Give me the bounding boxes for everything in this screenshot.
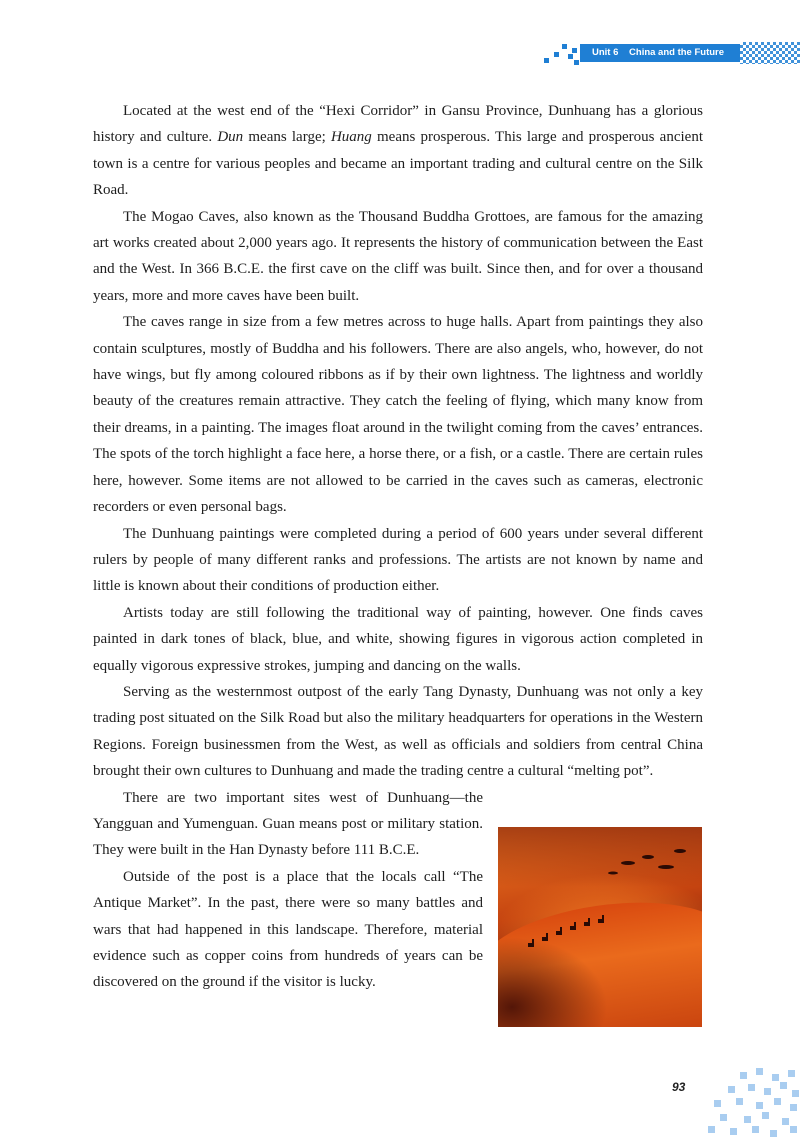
paragraph-5: Artists today are still following the traditional way of painting, however. One finds caves painted in dark tones of black, blue, and white, showing figures in vigorous action completed in equally vigorous expressive strokes, jumping and dancing on the walls. (93, 604, 703, 674)
paragraph-2: The Mogao Caves, also known as the Thousand Buddha Grottoes, are famous for the amazing art works created about 2,000 years ago. It represents the history of communication between the East and the West. In 366 B.C.E. the first cave on the cliff was built. Since then, and for over a thousand years, more and more caves have been built. (93, 208, 703, 304)
unit-title: China and the Future (629, 47, 725, 58)
header-pixel-decoration (540, 40, 580, 66)
desert-caravan-photo (498, 827, 702, 1027)
paragraph-6: Serving as the westernmost outpost of the early Tang Dynasty, Dunhuang was not only a key trading post situated on the Silk Road but also the military headquarters for operations in the Western Regions. Foreign businessmen from the West, as well as officials and soldiers from central China brought their own cultures to Dunhuang and made the trading centre a cultural “melting pot”. (93, 683, 703, 780)
paragraph-4: The Dunhuang paintings were completed during a period of 600 years under several different rulers by people of many different ranks and professions. The artists are not known by name and little is known about their conditions of production either. (93, 525, 703, 595)
paragraph-7: There are two important sites west of Dunhuang—the Yangguan and Yumenguan. Guan means post or military station. They were built in the Han Dynasty before 111 B.C.E. (93, 789, 483, 859)
camel-caravan-silhouette (498, 827, 702, 1027)
paragraph-1-text-a: Located at the west end of the “Hexi Corridor” in Gansu Province, Dunhuang has a glorious history and culture. (93, 103, 703, 146)
term-huang: Huang (330, 129, 372, 146)
paragraph-1-text-b: means large; (243, 129, 331, 146)
paragraph-1-text-c: means prosperous. This large and prosperous ancient town is a centre for various peoples and became an important trading and cultural centre on the Silk Road. (93, 129, 703, 199)
unit-header-banner (580, 44, 740, 62)
paragraph-1 (93, 98, 703, 204)
unit-number: Unit 6 (592, 47, 619, 58)
paragraph-3: The caves range in size from a few metres across to huge halls. Apart from paintings they also contain sculptures, mostly of Buddha and his followers. There are also angels, who, however, do not have wings, but fly among coloured ribbons as if by their own lightness. The lightness and worldly beauty of the creatures remain attractive. They catch the feeling of flying, which many know from their dreams, in a painting. The images float around in the twilight coming from the caves’ entrances. The spots of the torch highlight a face here, a horse there, or a fish, or a castle. There are certain rules here, however. Some items are not allowed to be carried in the caves such as cameras, electronic recorders or even personal bags. (93, 314, 703, 516)
header-checker-decoration (740, 42, 800, 64)
page-number: 93 (672, 1080, 686, 1094)
paragraph-8: Outside of the post is a place that the locals call “The Antique Market”. In the past, there were so many battles and wars that had happened in this landscape. Therefore, material evidence such as copper coins from hundreds of years can be discovered on the ground if the visitor is lucky. (93, 868, 483, 991)
footer-pixel-decoration (700, 1068, 800, 1138)
term-dun: Dun (217, 129, 244, 146)
